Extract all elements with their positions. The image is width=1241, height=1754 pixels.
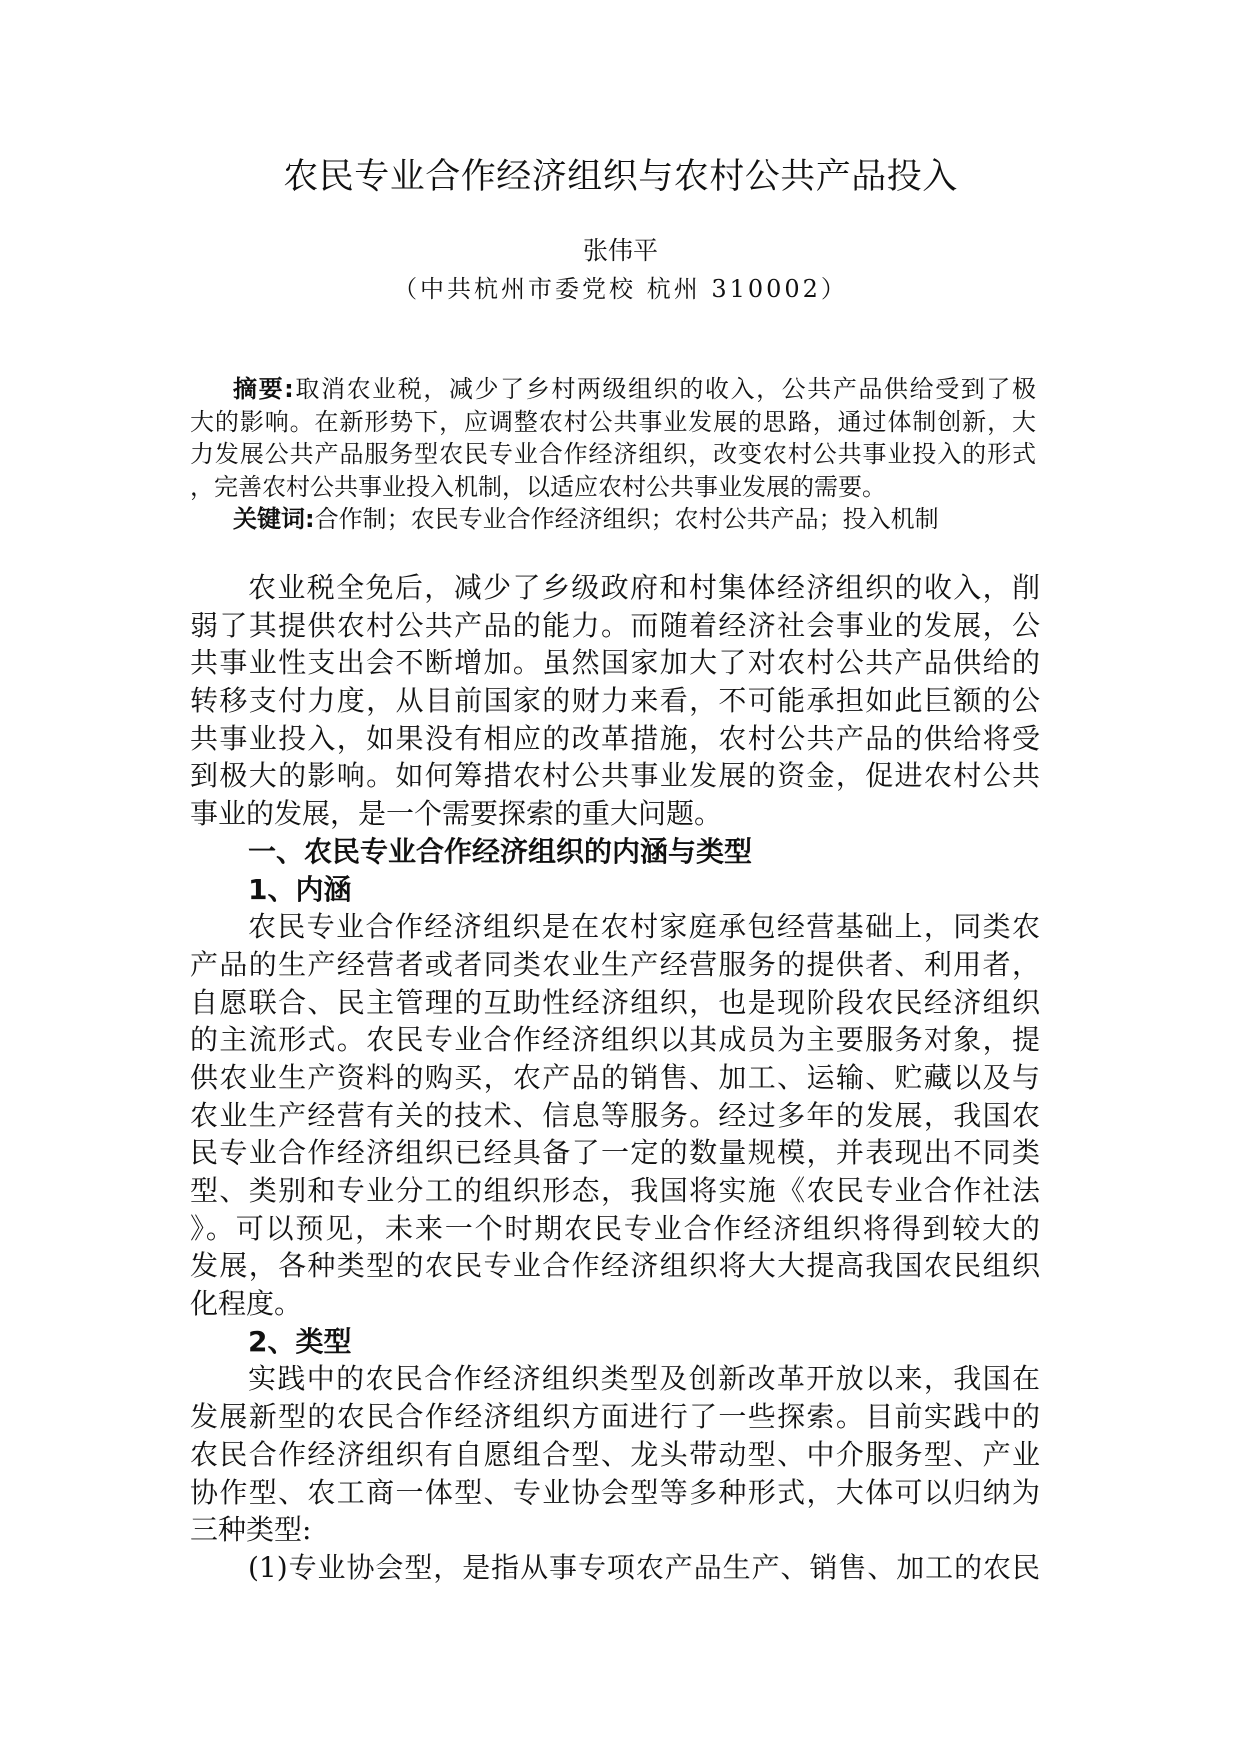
abstract-line: 大的影响。在新形势下，应调整农村公共事业发展的思路，通过体制创新，大 [190,407,1036,436]
paragraph-line: 转移支付力度，从目前国家的财力来看，不可能承担如此巨额的公 [190,684,1040,718]
paragraph-line: 自愿联合、民主管理的互助性经济组织，也是现阶段农民经济组织 [190,985,1040,1019]
author-name: 张伟平 [582,236,658,265]
paragraph-line: 产品的生产经营者或者同类农业生产经营服务的提供者、利用者， [190,947,1040,981]
abstract-line: ，完善农村公共事业投入机制，以适应农村公共事业发展的需要。 [190,472,886,501]
keywords-label: 关键词: [233,505,315,533]
abstract-text: 取消农业税，减少了乡村两级组织的收入，公共产品供给受到了极 [293,375,1036,403]
paragraph-line: 共事业性支出会不断增加。虽然国家加大了对农村公共产品供给的 [190,646,1040,680]
paragraph-line: 到极大的影响。如何筹措农村公共事业发展的资金，促进农村公共 [190,759,1040,793]
paragraph-line: 供农业生产资料的购买，农产品的销售、加工、运输、贮藏以及与 [190,1060,1040,1094]
abstract-label: 摘要: [233,375,294,403]
paragraph-line: 协作型、农工商一体型、专业协会型等多种形式，大体可以归纳为 [190,1475,1040,1509]
author-affiliation: （中共杭州市委党校 杭州 310002） [393,275,848,303]
abstract-line [190,373,1036,406]
paragraph-line: 发展新型的农民合作经济组织方面进行了一些探索。目前实践中的 [190,1400,1040,1434]
paragraph-line: 三种类型: [190,1513,312,1547]
paragraph-line: 化程度。 [190,1287,303,1321]
abstract-line: 力发展公共产品服务型农民专业合作经济组织，改变农村公共事业投入的形式 [190,440,1036,468]
paragraph-line: 弱了其提供农村公共产品的能力。而随着经济社会事业的发展，公 [190,608,1040,642]
section-heading: 1、内涵 [248,872,352,906]
paragraph-line: 农业税全免后，减少了乡级政府和村集体经济组织的收入，削 [248,571,1040,604]
body-text [190,569,1040,1587]
paragraph-line: 实践中的农民合作经济组织类型及创新改革开放以来，我国在 [248,1362,1040,1396]
keywords-text: 合作制；农民专业合作经济组织；农村公共产品；投入机制 [314,505,939,533]
keywords-line [190,503,1036,536]
paragraph-line: 农民合作经济组织有自愿组合型、龙头带动型、中介服务型、产业 [190,1437,1040,1471]
section-heading: 一、农民专业合作经济组织的内涵与类型 [248,834,753,868]
abstract-section [190,373,1036,536]
paragraph-line: 事业的发展，是一个需要探索的重大问题。 [190,797,723,831]
paragraph-line: 共事业投入，如果没有相应的改革措施，农村公共产品的供给将受 [190,721,1040,755]
paragraph-line: (1)专业协会型，是指从事专项农产品生产、销售、加工的农民 [248,1550,1040,1584]
paragraph-line: 型、类别和专业分工的组织形态，我国将实施《农民专业合作社法 [190,1174,1040,1207]
section-heading: 2、类型 [248,1324,352,1358]
paragraph-line: 》。可以预见，未来一个时期农民专业合作经济组织将得到较大的 [190,1211,1040,1245]
paragraph-line: 农民专业合作经济组织是在农村家庭承包经营基础上，同类农 [248,910,1040,944]
paragraph-line: 民专业合作经济组织已经具备了一定的数量规模，并表现出不同类 [190,1136,1040,1170]
paragraph-line: 发展，各种类型的农民专业合作经济组织将大大提高我国农民组织 [190,1249,1040,1283]
document-title: 农民专业合作经济组织与农村公共产品投入 [283,157,958,197]
paragraph-line: 的主流形式。农民专业合作经济组织以其成员为主要服务对象，提 [190,1023,1040,1057]
paragraph-line: 农业生产经营有关的技术、信息等服务。经过多年的发展，我国农 [190,1098,1040,1132]
